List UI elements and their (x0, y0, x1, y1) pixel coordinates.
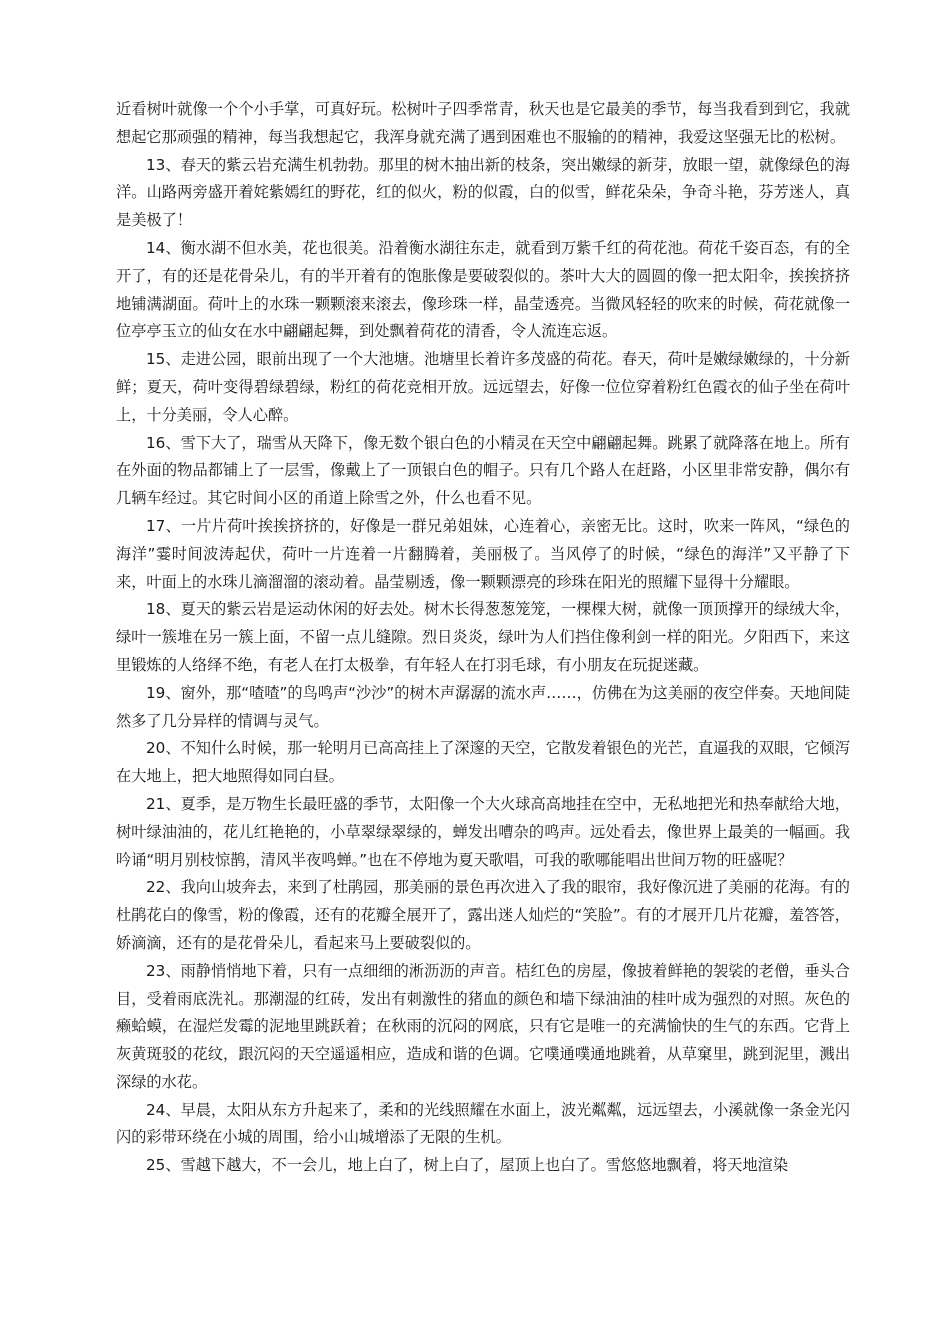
paragraph-20: 20、不知什么时候，那一轮明月已高高挂上了深邃的天空，它散发着银色的光芒，直逼我的双眼，它倾泻在大地上，把大地照得如同白昼。 (116, 739, 850, 786)
paragraph-21: 21、夏季，是万物生长最旺盛的季节，太阳像一个大火球高高地挂在空中，无私地把光和热奉献给大地，树叶绿油油的，花儿红艳艳的，小草翠绿翠绿的，蝉发出嘈杂的鸣声。远处看去，像世界上最美的一幅画。我吟诵“明月别枝惊鹊，清风半夜鸣蝉。”也在不停地为夏天歌唱，可我的歌哪能唱出世间万物的旺盛呢？ (116, 794, 850, 869)
paragraph-18: 18、夏天的紫云岩是运动休闲的好去处。树木长得葱葱笼笼，一棵棵大树，就像一顶顶撑开的绿绒大伞，绿叶一簇堆在另一簇上面，不留一点儿缝隙。烈日炎炎，绿叶为人们挡住像利剑一样的阳光。夕阳西下，来这里锻炼的人络绎不绝，有老人在打太极拳，有年轻人在打羽毛球，有小朋友在玩捉迷藏。 (116, 600, 850, 674)
paragraph-22: 22、我向山坡奔去，来到了杜鹃园，那美丽的景色再次进入了我的眼帘，我好像沉进了美丽的花海。有的杜鹃花白的像雪，粉的像霞，还有的花瓣全展开了，露出迷人灿烂的“笑脸”。有的才展开几片花瓣，羞答答，娇滴滴，还有的是花骨朵儿，看起来马上要破裂似的。 (116, 878, 850, 952)
paragraph-25: 25、雪越下越大，不一会儿，地上白了，树上白了，屋顶上也白了。雪悠悠地飘着，将天地渲染 (146, 1156, 789, 1175)
paragraph-13: 13、春天的紫云岩充满生机勃勃。那里的树木抽出新的枝条，突出嫩绿的新芽，放眼一望，就像绿色的海洋。山路两旁盛开着姹紫嫣红的野花，红的似火，粉的似霞，白的似雪，鲜花朵朵，争奇斗艳，芬芳迷人，真是美极了！ (116, 155, 850, 230)
paragraph-19: 19、窗外，那“喳喳”的鸟鸣声“沙沙”的树木声潺潺的流水声……，仿佛在为这美丽的夜空伴奏。天地间陡然多了几分异样的情调与灵气。 (116, 683, 850, 730)
paragraph-continued: 近看树叶就像一个个小手掌，可真好玩。松树叶子四季常青，秋天也是它最美的季节，每当我看到到它，我就想起它那顽强的精神，每当我想起它，我浑身就充满了遇到困难也不服输的的精神，我爱这坚强无比的松树。 (116, 100, 850, 146)
paragraph-16: 16、雪下大了，瑞雪从天降下，像无数个银白色的小精灵在天空中翩翩起舞。跳累了就降落在地上。所有在外面的物品都铺上了一层雪，像戴上了一顶银白色的帽子。只有几个路人在赶路，小区里非常安静，偶尔有几辆车经过。其它时间小区的甬道上除雪之外，什么也看不见。 (116, 433, 850, 508)
paragraph-24: 24、早晨，太阳从东方升起来了，柔和的光线照耀在水面上，波光粼粼，远远望去，小溪就像一条金光闪闪的彩带环绕在小城的周围，给小山城增添了无限的生机。 (116, 1100, 850, 1147)
paragraph-23: 23、雨静悄悄地下着，只有一点细细的淅沥沥的声音。桔红色的房屋，像披着鲜艳的袈裟的老僧，垂头合目，受着雨底洗礼。那潮湿的红砖，发出有刺激性的猪血的颜色和墙下绿油油的桂叶成为强烈的对照。灰色的癞蛤蟆，在湿烂发霉的泥地里跳跃着；在秋雨的沉闷的网底，只有它是唯一的充满愉快的生气的东西。它背上灰黄斑驳的花纹，跟沉闷的天空遥遥相应，造成和谐的色调。它噗通噗通地跳着，从草窠里，跳到泥里，溅出深绿的水花。 (116, 961, 850, 1091)
paragraph-14: 14、衡水湖不但水美，花也很美。沿着衡水湖往东走，就看到万紫千红的荷花池。荷花千姿百态，有的全开了，有的还是花骨朵儿，有的半开着有的饱胀像是要破裂似的。茶叶大大的圆圆的像一把太阳伞，挨挨挤挤地铺满湖面。荷叶上的水珠一颗颗滚来滚去，像珍珠一样，晶莹透亮。当微风轻轻的吹来的时候，荷花就像一位亭亭玉立的仙女在水中翩翩起舞，到处飘着荷花的清香，令人流连忘返。 (116, 238, 850, 341)
document-page (116, 96, 850, 1180)
paragraph-17: 17、一片片荷叶挨挨挤挤的，好像是一群兄弟姐妹，心连着心，亲密无比。这时，吹来一阵风，“绿色的海洋”霎时间波涛起伏，荷叶一片连着一片翻腾着，美丽极了。当风停了的时候，“绿色的海洋”又平静了下来，叶面上的水珠儿滴溜溜的滚动着。晶莹剔透，像一颗颗漂亮的珍珠在阳光的照耀下显得十分耀眼。 (116, 516, 850, 591)
paragraph-15: 15、走进公园，眼前出现了一个大池塘。池塘里长着许多茂盛的荷花。春天，荷叶是嫩绿嫩绿的，十分新鲜；夏天，荷叶变得碧绿碧绿，粉红的荷花竞相开放。远远望去，好像一位位穿着粉红色霞衣的仙子坐在荷叶上，十分美丽，令人心醉。 (116, 350, 850, 424)
